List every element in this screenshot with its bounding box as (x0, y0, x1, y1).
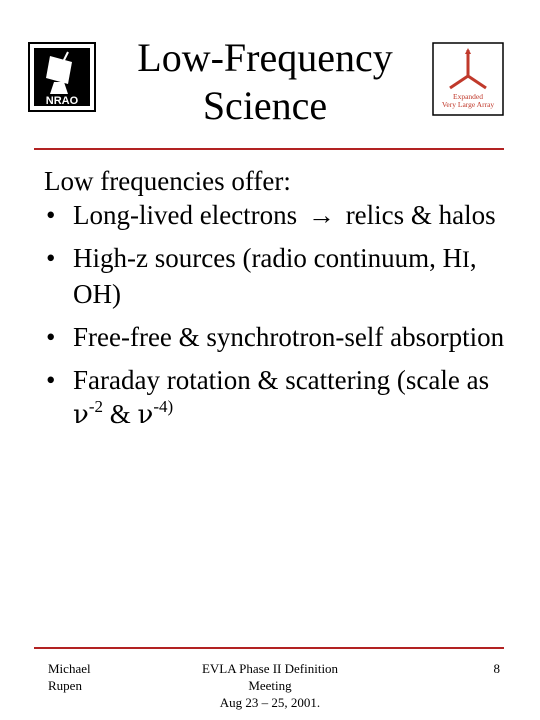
bullet-icon: • (46, 200, 56, 230)
bullet-icon: • (46, 322, 56, 352)
bullet-text: relics & halos (345, 200, 496, 230)
evla-logo-text-2: Very Large Array (441, 100, 495, 109)
title-line-2: Science (202, 83, 328, 128)
bullet-text: High-z sources (radio continuum, H (73, 243, 463, 273)
evla-logo-text-1: Expanded (453, 92, 483, 101)
bullet-list (44, 198, 514, 432)
bullet-item (44, 320, 514, 354)
nu-symbol: ν (73, 400, 89, 430)
bullet-icon: • (46, 243, 56, 273)
bullet-icon: • (46, 365, 56, 395)
footer-author-line: Rupen (48, 678, 82, 693)
exponent: -4) (153, 397, 174, 416)
bullet-text: Free-free & synchrotron-self absorption (73, 322, 505, 352)
right-arrow-icon: → (307, 200, 335, 230)
footer-event-line: Meeting (248, 678, 292, 693)
roman-numeral: I (462, 247, 470, 272)
footer-author (48, 660, 148, 694)
nrao-logo (28, 42, 96, 112)
bullet-text: , OH) (73, 243, 477, 309)
footer-event-line: Aug 23 – 25, 2001. (219, 695, 321, 710)
nu-symbol: ν (137, 400, 154, 430)
intro-text: Low frequencies offer: (44, 166, 291, 196)
evla-logo (432, 42, 504, 116)
bullet-text: & (102, 399, 138, 429)
title-line-1: Low-Frequency (137, 35, 393, 80)
bullet-text: Long-lived electrons (73, 200, 298, 230)
exponent: -2 (88, 397, 103, 416)
slide-body (44, 164, 514, 441)
header-divider (34, 148, 504, 150)
page-title (110, 34, 420, 130)
page-number: 8 (493, 661, 500, 676)
bullet-text: Faraday rotation & scattering (scale as (73, 365, 490, 395)
bullet-item (44, 241, 514, 311)
bullet-item (44, 363, 514, 432)
footer-author-line: Michael (48, 661, 91, 676)
footer-divider (34, 647, 504, 649)
nrao-logo-text: NRAO (45, 95, 79, 107)
footer-event-line: EVLA Phase II Definition (201, 661, 339, 676)
bullet-item (44, 198, 514, 232)
footer-event (180, 660, 360, 711)
